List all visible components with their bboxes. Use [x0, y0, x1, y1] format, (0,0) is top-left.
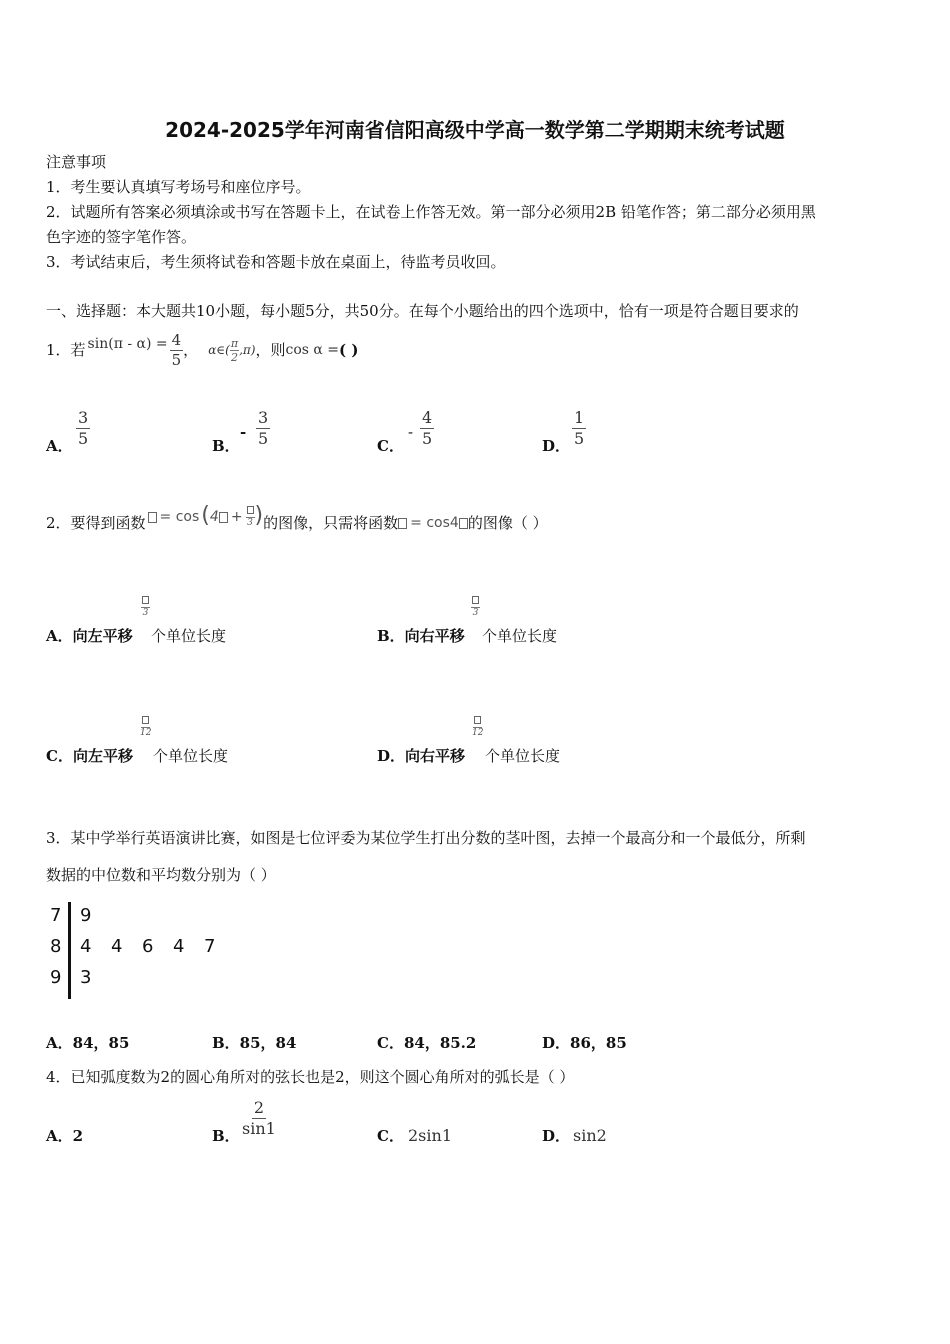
- q2-x-placeholder-icon: [219, 512, 228, 523]
- q2-option-d-label: D．向右平移: [377, 747, 466, 765]
- q2-plus: +: [230, 509, 243, 525]
- q1-option-c-den: 5: [422, 429, 433, 448]
- stem-leaf-divider: [68, 902, 71, 999]
- q1-interval-end: ,π): [239, 343, 256, 357]
- q1-option-d-den: 5: [574, 429, 585, 448]
- q3-option-b: B．85，84: [212, 1034, 297, 1052]
- q2-four: 4: [209, 509, 219, 525]
- leaf-8-3: 6: [142, 936, 154, 957]
- notice-heading: 注意事项: [46, 153, 107, 171]
- q4-option-d-label: D．: [542, 1127, 571, 1145]
- notice-item-2a: 2．试题所有答案必须填涂或书写在答题卡上，在试卷上作答无效。第一部分必须用2B 铅笔作答；第二部分必须用黑: [46, 203, 816, 221]
- leaf-9-1: 3: [80, 967, 92, 988]
- q2-eq2: = cos4: [410, 515, 459, 531]
- q1-option-a-num: 3: [78, 408, 89, 427]
- q4-option-a: A．2: [46, 1127, 84, 1145]
- q1-pi: π: [230, 336, 239, 350]
- q2-option-b-fraction: [471, 596, 480, 618]
- q2-three: 3: [247, 517, 253, 528]
- q2-option-b-label: B．向右平移: [377, 627, 465, 645]
- q1-option-c-num: 4: [422, 408, 433, 427]
- q4-text: 4．已知弧度数为2的圆心角所对的弦长也是2，则这个圆心角所对的弧长是（ ）: [46, 1068, 575, 1086]
- q1-option-d-fraction: [572, 410, 586, 447]
- q1-paren: ( ): [339, 341, 359, 359]
- q2-close-paren: ): [254, 503, 264, 528]
- q3-option-c: C．84，85.2: [377, 1034, 477, 1052]
- q4-option-c-value: 2sin1: [408, 1126, 452, 1145]
- q1-alpha-in: α∈(: [208, 343, 230, 357]
- page-title: 2024-2025学年河南省信阳高级中学高一数学第二学期期末统考试题: [165, 118, 785, 142]
- q3-line-2: 数据的中位数和平均数分别为（ ）: [46, 866, 276, 884]
- q2-option-b-pi-icon: [472, 596, 479, 604]
- q1-frac-num: 4: [171, 330, 182, 349]
- section-heading: 一、选择题：本大题共10小题，每小题5分，共50分。在每个小题给出的四个选项中，恰有一项是符合题目要求的: [46, 302, 799, 320]
- q3-option-a: A．84，85: [46, 1034, 130, 1052]
- q1-option-b-fraction: [256, 410, 270, 447]
- q4-option-b-den: sin1: [242, 1119, 276, 1138]
- q2-option-a-label: A．向左平移: [46, 627, 133, 645]
- q2-option-b-unit: 个单位长度: [482, 627, 558, 645]
- q1-sin-fraction: [170, 330, 184, 369]
- q1-option-a-label: A．: [46, 437, 73, 455]
- q4-option-b-fraction: [240, 1100, 278, 1137]
- notice-item-2b: 色字迹的签字笔作答。: [46, 228, 197, 246]
- q2-option-c-fraction: [139, 716, 152, 738]
- q1-option-b-den: 5: [258, 429, 269, 448]
- q4-option-d-value: sin2: [573, 1126, 607, 1145]
- q2-option-d-pi-icon: [474, 716, 481, 724]
- q2-x2-placeholder-icon: [459, 518, 468, 529]
- q1-sin-expression: sin(π - α) =: [87, 336, 168, 352]
- q1-then: ，则: [255, 341, 286, 359]
- q1-comma: ，: [183, 341, 199, 359]
- q2-option-c-pi-icon: [142, 716, 149, 724]
- leaf-8-1: 4: [80, 936, 92, 957]
- q4-option-b-label: B．: [212, 1127, 240, 1145]
- notice-item-1: 1．考生要认真填写考场号和座位序号。: [46, 178, 311, 196]
- stem-9: 9: [50, 967, 62, 988]
- q2-y-placeholder-icon: [148, 512, 157, 523]
- q1-number: 1．若: [46, 341, 86, 359]
- q1-option-a-den: 5: [78, 429, 89, 448]
- question-1: [46, 330, 358, 370]
- q1-option-c-sign: -: [408, 423, 414, 441]
- q2-option-a-unit: 个单位长度: [151, 627, 227, 645]
- q1-option-b-label: B．: [212, 437, 240, 455]
- leaf-8-5: 7: [204, 936, 216, 957]
- q2-pi-over-3: [246, 506, 255, 528]
- q3-line-1: 3．某中学举行英语演讲比赛，如图是七位评委为某位学生打出分数的茎叶图，去掉一个最高分和一个最低分，所剩: [46, 829, 806, 847]
- q2-option-c-unit: 个单位长度: [153, 747, 229, 765]
- q2-option-a-pi-icon: [142, 596, 149, 604]
- q2-pi-placeholder-icon: [247, 506, 254, 514]
- q2-end-text: 的图像（ ）: [467, 514, 548, 532]
- q1-option-d-num: 1: [574, 408, 585, 427]
- stem-8: 8: [50, 936, 62, 957]
- q4-option-b-num: 2: [253, 1098, 264, 1117]
- stem-7: 7: [50, 905, 62, 926]
- q2-eq: = cos: [159, 509, 200, 525]
- q2-option-c-label: C．向左平移: [46, 747, 133, 765]
- notice-item-3: 3．考试结束后，考生须将试卷和答题卡放在桌面上，待监考员收回。: [46, 253, 506, 271]
- q1-two: 2: [230, 350, 238, 364]
- q1-option-c-label: C．: [377, 437, 404, 455]
- q2-option-d-unit: 个单位长度: [485, 747, 561, 765]
- q1-frac-den: 5: [171, 350, 182, 369]
- question-2: [46, 503, 548, 543]
- q2-middle-text: 的图像，只需将函数: [263, 514, 399, 532]
- leaf-8-4: 4: [173, 936, 185, 957]
- q4-option-c-label: C．: [377, 1127, 404, 1145]
- q1-option-a-fraction: [76, 410, 90, 447]
- q2-option-c-den: 12: [140, 727, 152, 738]
- q2-option-a-fraction: [141, 596, 150, 618]
- q2-number: 2．要得到函数: [46, 514, 146, 532]
- q1-option-b-sign: -: [240, 423, 247, 441]
- q1-option-d-label: D．: [542, 437, 571, 455]
- q2-option-b-den: 3: [472, 607, 479, 618]
- q2-option-d-den: 12: [472, 727, 484, 738]
- leaf-7-1: 9: [80, 905, 92, 926]
- q2-open-paren: (: [201, 503, 210, 528]
- q1-option-c-fraction: [420, 410, 434, 447]
- leaf-8-2: 4: [111, 936, 123, 957]
- q1-cos-alpha: cos α =: [285, 342, 340, 358]
- q2-y2-placeholder-icon: [398, 518, 407, 529]
- q1-option-b-num: 3: [258, 408, 269, 427]
- q3-option-d: D．86，85: [542, 1034, 627, 1052]
- q1-pi-over-2: [230, 338, 239, 363]
- q2-option-d-fraction: [471, 716, 484, 738]
- q2-option-a-den: 3: [142, 607, 149, 618]
